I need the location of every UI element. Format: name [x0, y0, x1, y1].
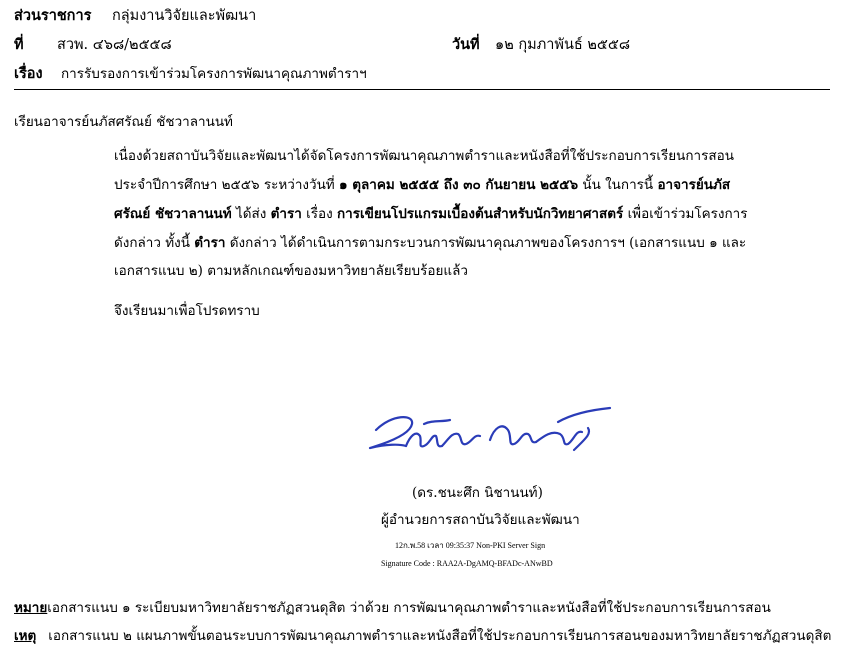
salutation: เรียนอาจารย์นภัสศรัณย์ ชัชวาลานนท์ [14, 114, 233, 130]
cause-line [14, 630, 831, 644]
body-line-5 [114, 265, 468, 279]
note-line [14, 602, 771, 616]
signature-code: Signature Code : RAA2A-DgAMQ-BFADc-ANwBD [381, 559, 553, 568]
body-text: นั้น ในการนี้ [578, 177, 658, 193]
author-name: ศรัณย์ ชัชวาลานนท์ [114, 206, 232, 222]
body-text: เนื่องด้วยสถาบันวิจัยและพัฒนาได้จัดโครงการพัฒนาคุณภาพตำราและหนังสือที่ใช้ประกอบการเรียนการสอน [114, 148, 734, 164]
note-label: หมาย [14, 600, 48, 616]
closing-line: จึงเรียนมาเพื่อโปรดทราบ [114, 303, 260, 319]
work-title: การเขียนโปรแกรมเบื้องต้นสำหรับนักวิทยาศาสตร์ [336, 206, 624, 222]
signer-position: ผู้อำนวยการสถาบันวิจัยและพัฒนา [381, 512, 580, 528]
body-text: ดังกล่าว ทั้งนี้ [114, 235, 195, 251]
subject-label: เรื่อง [14, 65, 43, 82]
subject-value: การรับรองการเข้าร่วมโครงการพัฒนาคุณภาพตำราฯ [61, 66, 367, 82]
work-type: ตำรา [194, 235, 226, 251]
header-divider [14, 89, 830, 90]
body-text: เรื่อง [301, 206, 337, 222]
body-line-2 [114, 179, 730, 193]
project-period: ๑ ตุลาคม ๒๕๕๕ ถึง ๓๐ กันยายน ๒๕๕๖ [339, 177, 579, 193]
handwritten-signature [362, 400, 622, 462]
ref-value: สวพ. ๔๖๘/๒๕๕๘ [57, 37, 172, 53]
body-line-4 [114, 237, 746, 251]
body-text: ได้ส่ง [231, 206, 271, 222]
ref-label: ที่ [14, 36, 24, 53]
body-line-3 [114, 208, 747, 222]
body-line-1 [114, 150, 734, 164]
body-text: ดังกล่าว ได้ดำเนินการตามกระบวนการพัฒนาคุณภาพของโครงการฯ (เอกสารแนบ ๑ และ [225, 235, 747, 251]
note-text: เอกสารแนบ ๑ ระเบียบมหาวิทยาลัยราชภัฏสวนดุสิต ว่าด้วย การพัฒนาคุณภาพตำราและหนังสือที่ใช้ประกอบการเรียนการสอน [47, 600, 771, 616]
signer-name: (ดร.ชนะศึก นิชานนท์) [412, 485, 543, 501]
date-label: วันที่ [452, 36, 480, 53]
date-value: ๑๒ กุมภาพันธ์ ๒๕๕๘ [495, 37, 631, 53]
work-type: ตำรา [270, 206, 302, 222]
agency-label: ส่วนราชการ [14, 7, 92, 24]
cause-label: เหตุ [14, 628, 37, 644]
body-text: เพื่อเข้าร่วมโครงการ [623, 206, 748, 222]
body-text: ประจำปีการศึกษา ๒๕๕๖ ระหว่างวันที่ [114, 177, 339, 193]
sign-timestamp: 12ก.พ.58 เวลา 09:35:37 Non-PKI Server Sign [395, 541, 546, 550]
body-text: เอกสารแนบ ๒) ตามหลักเกณฑ์ของมหาวิทยาลัยเรียบร้อยแล้ว [114, 263, 468, 279]
author-name: อาจารย์นภัส [657, 177, 731, 193]
cause-text: เอกสารแนบ ๒ แผนภาพขั้นตอนระบบการพัฒนาคุณภาพตำราและหนังสือที่ใช้ประกอบการเรียนการสอนของมหาวิทยาลัยราชภัฏสวนดุสิต [48, 628, 832, 644]
agency-value: กลุ่มงานวิจัยและพัฒนา [112, 8, 257, 24]
